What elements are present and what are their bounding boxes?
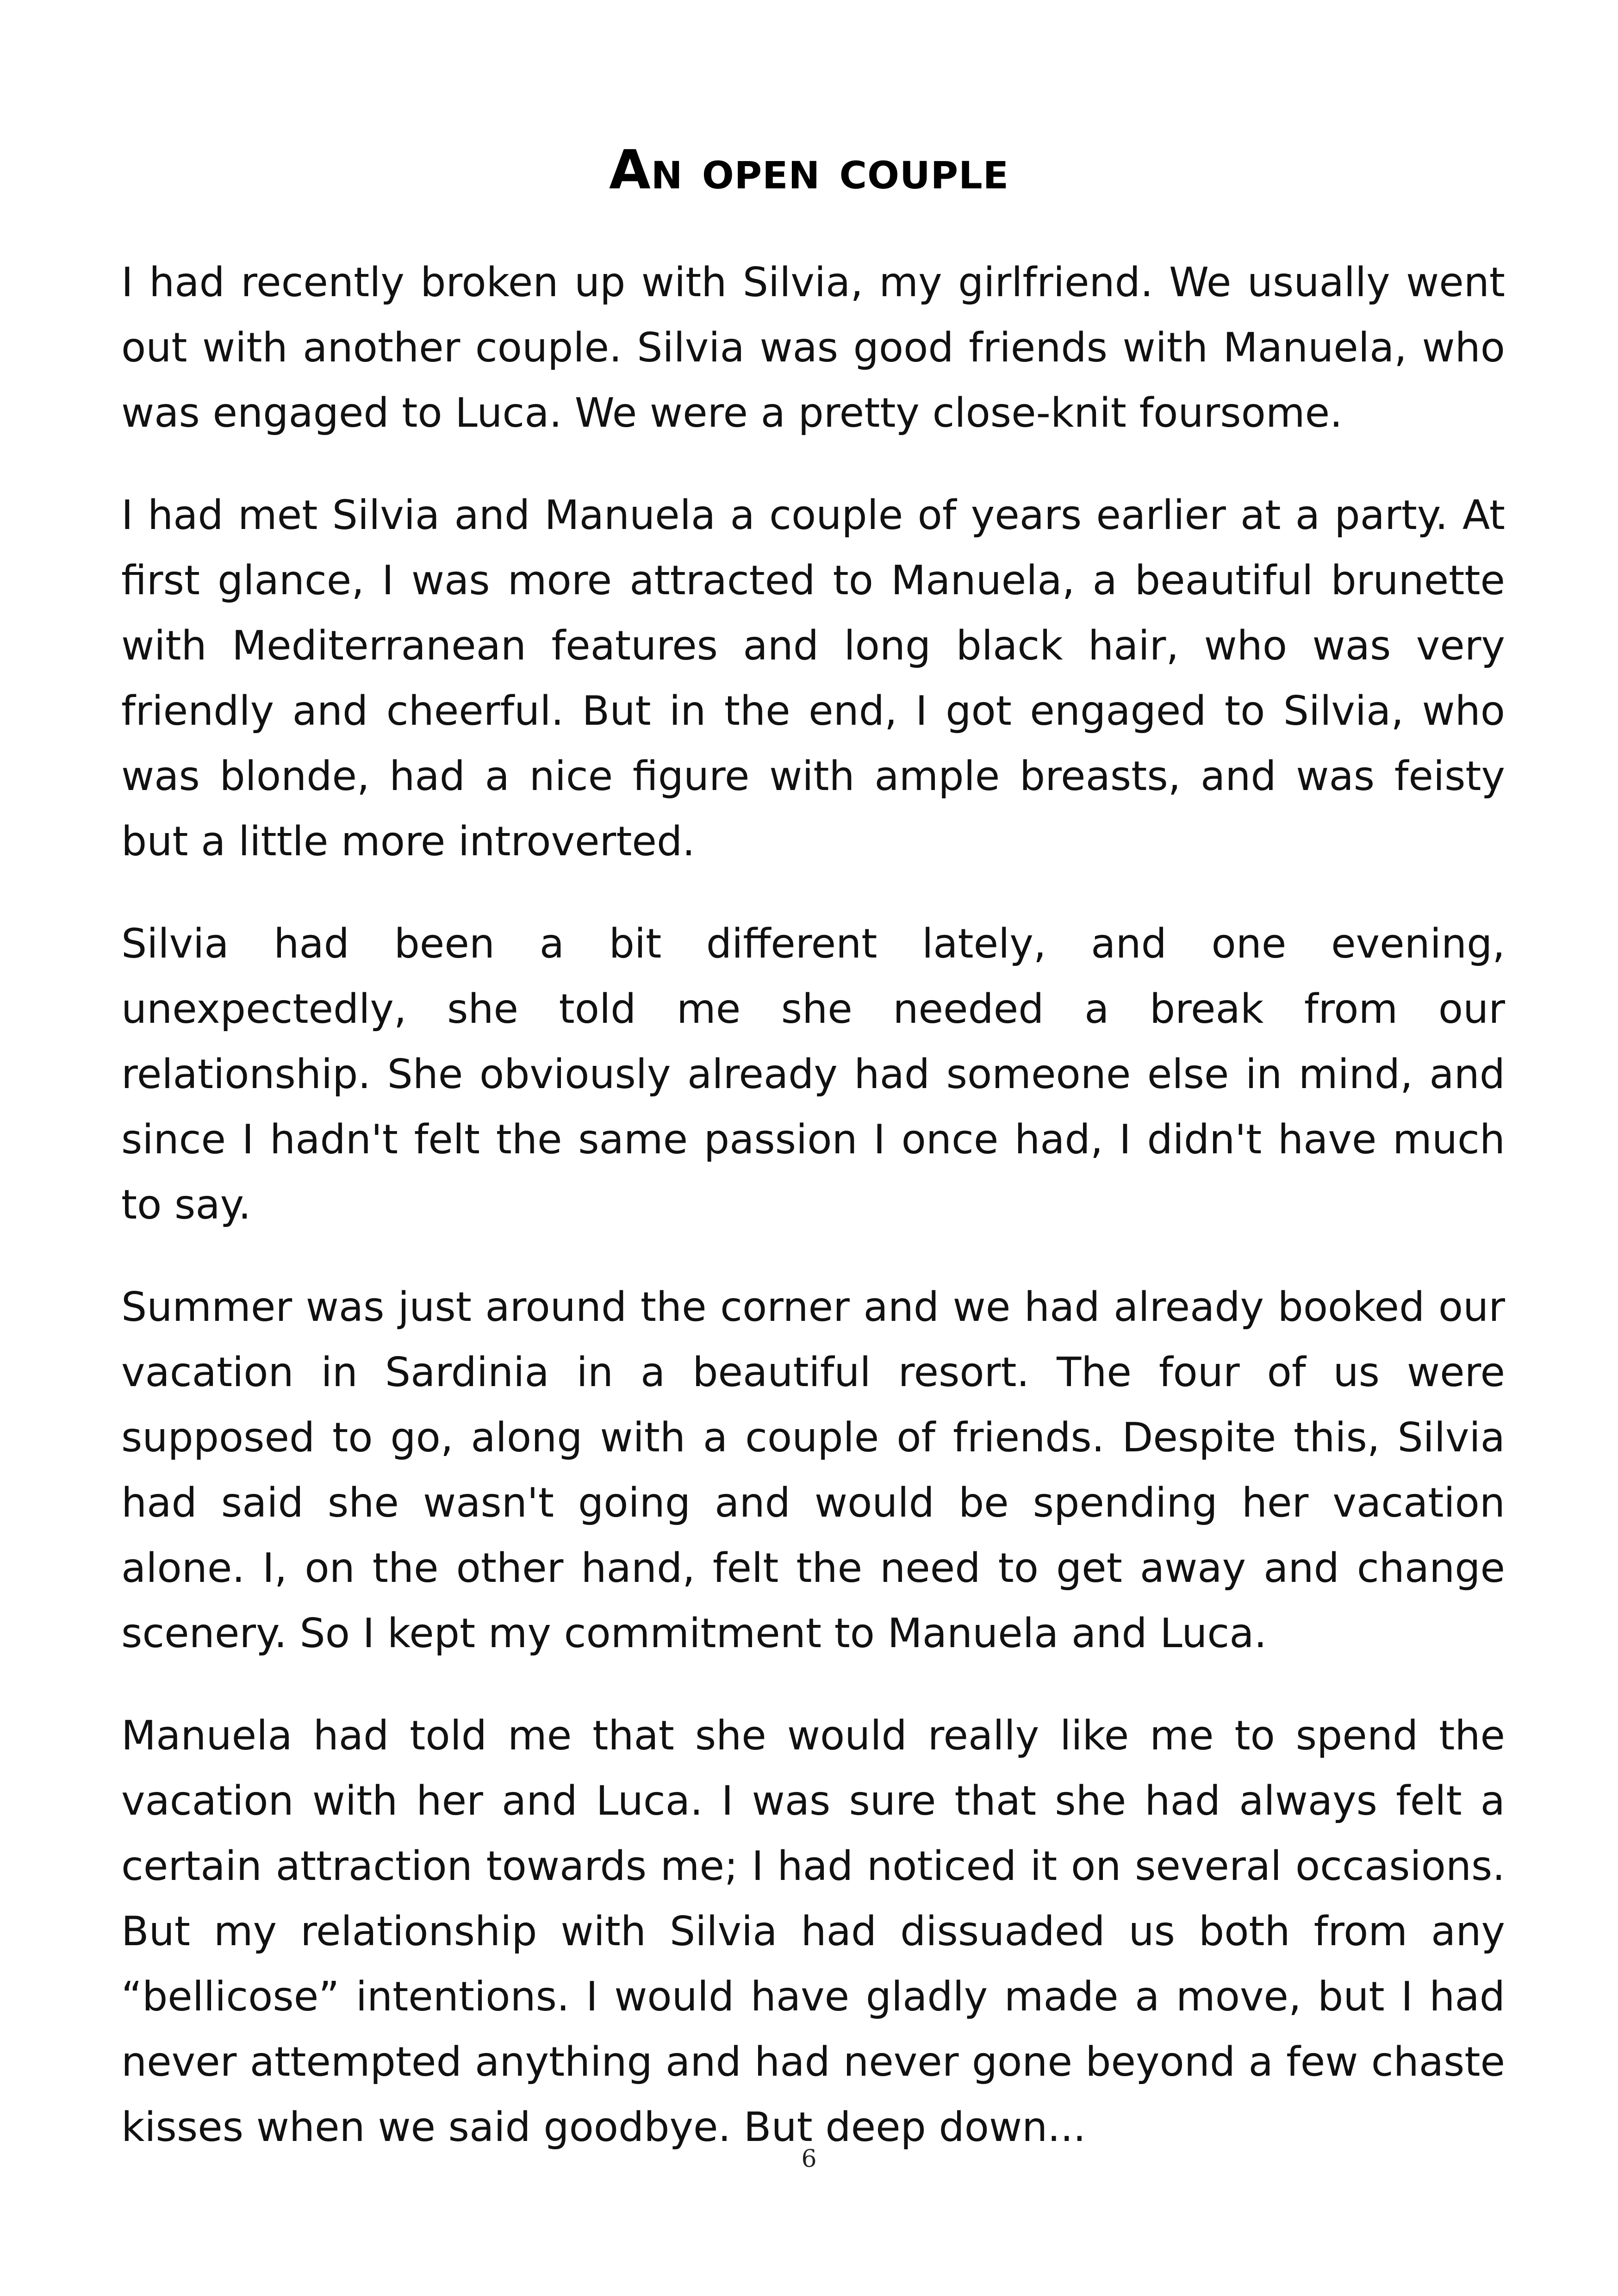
paragraph-1: I had recently broken up with Silvia, my girlfriend. We usually went out with another couple. Silvia was good friends with Manuela, who was engaged to Luca. We were a pretty close-knit foursome. (121, 259, 1505, 436)
chapter-title: An open couple (609, 138, 1009, 201)
paragraph-2: I had met Silvia and Manuela a couple of years earlier at a party. At first glance, I was more attracted to Manuela, a beautiful brunette with Mediterranean features and long black hair, who was very friendly and cheerful. But in the end, I got engaged to Silvia, who was blonde, had a nice figure with ample breasts, and was feisty but a little more introverted. (121, 492, 1505, 865)
paragraph-4: Summer was just around the corner and we had already booked our vacation in Sardinia in a beautiful resort. The four of us were supposed to go, along with a couple of friends. Despite this, Silvia had said she wasn't going and would be spending her vacation alone. I, on the other hand, felt the need to get away and change scenery. So I kept my commitment to Manuela and Luca. (121, 1283, 1505, 1657)
chapter-body (121, 250, 1505, 2197)
page-number: 6 (801, 2145, 817, 2173)
paragraph-5: Manuela had told me that she would really like me to spend the vacation with her and Luca. I was sure that she had always felt a certain attraction towards me; I had noticed it on several occasions. But my relationship with Silvia had dissuaded us both from any “bellicose” intentions. I would have gladly made a move, but I had never attempted anything and had never gone beyond a few chaste kisses when we said goodbye. But deep down... (121, 1712, 1505, 2151)
paragraph-3: Silvia had been a bit different lately, and one evening, unexpectedly, she told me she needed a break from our relationship. She obviously already had someone else in mind, and since I hadn't felt the same passion I once had, I didn't have much to say. (121, 920, 1505, 1228)
